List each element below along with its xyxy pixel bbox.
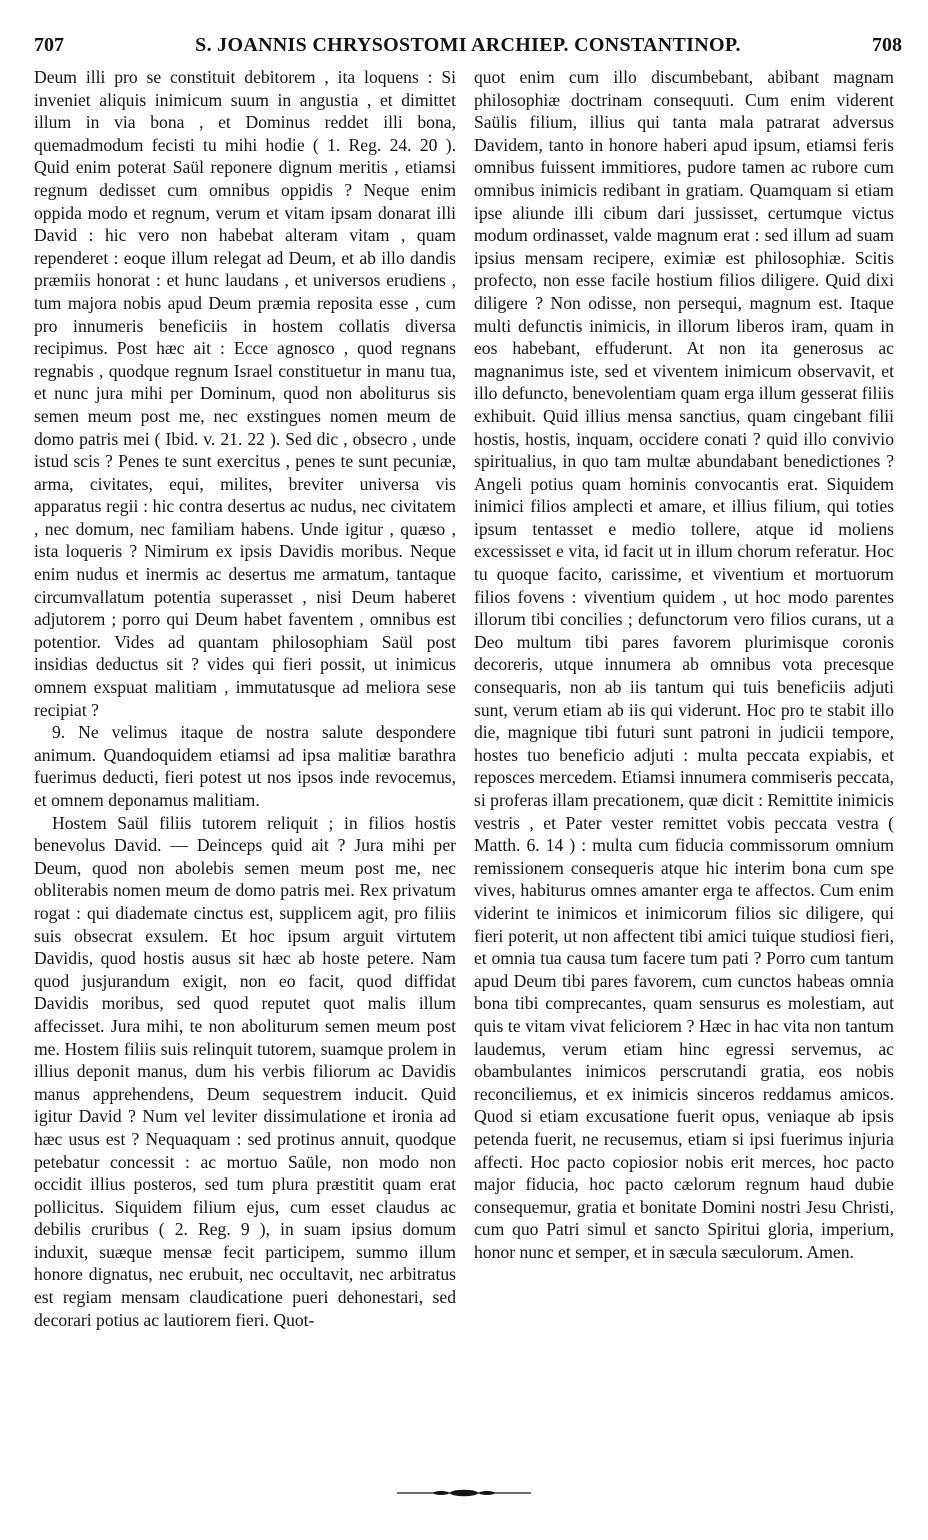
running-title: S. JOANNIS CHRYSOSTOMI ARCHIEP. CONSTANTINOP. (195, 34, 741, 56)
left-paragraph-2: 9. Ne velimus itaque de nostra salute despondere animum. Quandoquidem etiamsi ad ipsa malitiæ barathra fuerimus deducti, fieri potest ut nos ipsos inde revocemus, et omnem deponamus malitiam. (34, 722, 456, 810)
page-number-left: 707 (34, 34, 64, 56)
right-column (474, 66, 894, 1263)
left-paragraph-3: Hostem Saül filiis tutorem reliquit ; in filios hostis benevolus David. — Deinceps quid ait ? Jura mihi per Deum, quod non abolebis semen meum post me, nec obliterabis nomen meum de domo patris mei. Rex privatum rogat : qui diademate cinctus est, supplicem agit, pro filiis suis obsecrat exsulem. Et hoc ipsum arguit virtutem Davidis, quod hostis ausus sit hæc ab hoste petere. Nam quod jusjurandum exigit, non eo facit, quod diffidat Davidis moribus, sed quod reputet quot malis illum affecisset. Jura mihi, te non aboliturum semen meum post me. Hostem filiis suis relinquit tutorem, suamque prolem in illius deponit manus, dum his verbis filiorum ac Davidis manus apprehendens, Deum sequestrem inducit. Quid igitur David ? Num vel leviter dissimulatione et ironia ad hæc usus est ? Nequaquam : sed protinus annuit, quodque petebatur concessit : ac mortuo Saüle, non modo non occidit illius posteros, sed tum plura præstitit quam erat pollicitus. Siquidem filium ejus, cum esset claudus ac debilis cruribus ( 2. Reg. 9 ), in suam ipsius domum induxit, suæque mensæ fecit participem, summo illum honore dignatus, nec erubuit, nec occultavit, nec arbitratus est regiam mensam claudicatione pueri dehonestari, sed decorari potius ac lautiorem fieri. Quot- (34, 812, 456, 1330)
right-paragraph-1: quot enim cum illo discumbebant, abibant magnam philosophiæ doctrinam consequuti. Cum enim viderent Saülis filium, illius qui tanta mala patrarat adversus Davidem, tanto in honore haberi apud ipsum, etiamsi feris omnibus fuissent immitiores, pudore tamen ac rubore cum omnibus inimicis redibant in gratiam. Quamquam si etiam ipse aliunde illi cibum dari jussisset, certumque victus modum ordinasset, valde magnum erat : sed illum ad suam ipsius mensam recipere, eximiæ est philosophiæ. Scitis profecto, non esse facile hostium filios diligere. Quid dixi diligere ? Non odisse, non persequi, magnum est. Itaque multi defunctis inimicis, in illorum liberos iram, quam in eos habebant, effuderunt. At non ita generosus ac magnanimus iste, sed et viventem inimicum observavit, et illo defuncto, benevolentiam quam erga illum gesserat filiis exhibuit. Quid illius mensa sanctius, quam cingebant filii hostis, hostis, inquam, occidere conati ? quid illo convivio spiritualius, in quo tam multæ abundabant benedictiones ? Angeli potius quam hominis convocantis erat. Siquidem inimici filios amplecti et amare, et illius filium, qui toties ipsum tentasset e medio tollere, atque id moliens excessisset e vita, id facit ut in illum chorum referatur. Hoc tu quoque facito, carissime, et viventium et mortuorum filios fovens : viventium quidem , ut hoc modo parentes illorum tibi concilies ; defunctorum vero filios curans, ut a Deo multum tibi pares favorem plurimisque coronis decoreris, utque innumera ab omnibus vota precesque consequaris, non ab iis tantum qui tuis beneficiis adjuti sunt, verum etiam ab iis qui viderunt. Hoc pro te stabit illo die, magnique tibi futuri sunt patroni in judicii tempore, hostes tuo beneficio adjuti : multa peccata expiabis, et reposces mercedem. Etiamsi innumera commiseris peccata, si proferas illam precationem, quæ dicit : Remittite inimicis vestris , et Pater vester remittet vobis peccata vestra ( Matth. 6. 14 ) : multa cum fiducia commissorum omnium remissionem consequeris atque hic interim bona cum spe vives, habiturus omnes amanter erga te affectos. Cum enim viderint te inimicos et inimicorum filios sic diligere, qui fieri poterit, ut non affectent tibi amici tuique studiosi fieri, et omnia tua causa tum facere tum pati ? Porro cum tantum apud Deum tibi pares favorem, cum cunctos habeas omnia bona tibi comprecantes, quam sensurus es molestiam, aut quis te vitam vivat feliciorem ? Hæc in hac vita non tantum laudemus, verum etiam hinc egressi servemus, ac obambulantes inimicos perscrutandi gratia, eos nobis reconciliemus, et ex inimicis sinceros reddamus amicos. Quod si etiam excusatione fuerit opus, veniaque ab ipsis petenda fuerit, ne recusemus, etiam si ipsi fuerimus injuria affecti. Hoc pacto copiosior nobis erit merces, hoc pacto major fiducia, hoc pacto cælorum regnum haud dubie consequemur, gratia et bonitate Domini nostri Jesu Christi, cum quo Patri simul et sancto Spiritui gloria, imperium, honor nunc et semper, et in sæcula sæculorum. Amen. (474, 67, 894, 1262)
page-number-right: 708 (871, 34, 902, 56)
running-header (34, 34, 902, 62)
tailpiece-rule-ornament-icon (395, 1486, 533, 1500)
left-column (34, 66, 456, 1331)
left-paragraph-1: Deum illi pro se constituit debitorem , ita loquens : Si inveniet aliquis inimicum suum in angustia , et dimittet illum in via bona , et Dominus reddet illi bona, quemadmodum fecisti tu mihi hodie ( 1. Reg. 24. 20 ). Quid enim poterat Saül reponere dignum meritis , etiamsi regnum dedisset cum omnibus oppidis ? Neque enim oppida modo et regnum, verum et vitam ipsam donarat illi David : hic vero non habebat alteram vitam , quam rependeret : eoque illum relegat ad Deum, et ab illo dandis præmiis honorat : et hunc laudans , et universos erudiens , tum majora nobis apud Deum præmia reposita esse , cum pro innumeris beneficiis in hostem collatis diversa recipimus. Post hæc ait : Ecce agnosco , quod regnans regnabis , quodque regnum Israel constituetur in manu tua, et nunc jura mihi per Dominum, quod non aboliturus sis semen meum post me, nec exstingues nomen meum de domo patris mei ( Ibid. v. 21. 22 ). Sed dic , obsecro , unde istud scis ? Penes te sunt exercitus , penes te sunt pecuniæ, arma, civitates, equi, milites, breviter universa vis apparatus regii : hic contra desertus ac nudus, nec civitatem , nec domum, nec familiam habens. Unde igitur , quæso , ista loqueris ? Nimirum ex ipsis Davidis moribus. Neque enim nudus et inermis ac desertus me armatum, tantaque circumvallatum potentia superasset , nisi Deum haberet adjutorem ; porro qui Deum habet faventem , omnibus est potentior. Vides ad quantam philosophiam Saül post insidias deductus sit ? vides qui fieri possit, ut inimicus omnem exspuat malitiam , immutatusque ad meliora sese recipiat ? (34, 67, 456, 720)
